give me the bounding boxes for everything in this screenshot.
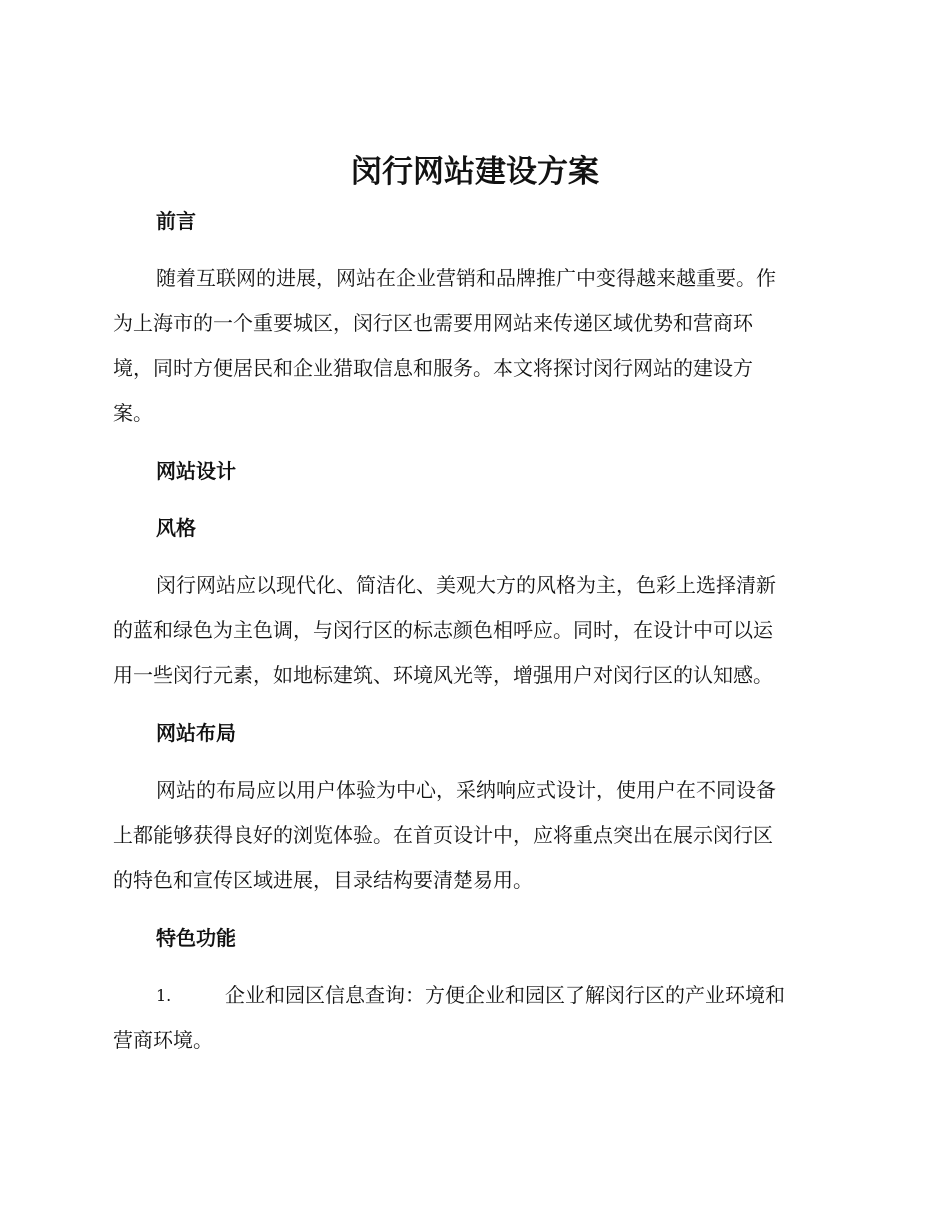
section-heading-style: 风格	[156, 516, 196, 540]
section-heading-layout: 网站布局	[156, 721, 236, 745]
layout-line-1: 网站的布局应以用户体验为中心，采纳响应式设计，使用户在不同设备	[156, 778, 776, 802]
intro-line-1: 随着互联网的进展，网站在企业营销和品牌推广中变得越来越重要。作	[156, 266, 776, 290]
section-heading-design: 网站设计	[156, 459, 236, 483]
section-heading-intro: 前言	[156, 209, 196, 233]
list-item-text-line-2: 营商环境。	[113, 1028, 213, 1052]
style-line-2: 的蓝和绿色为主色调，与闵行区的标志颜色相呼应。同时，在设计中可以运	[113, 618, 773, 642]
section-heading-features: 特色功能	[156, 926, 236, 950]
intro-line-2: 为上海市的一个重要城区，闵行区也需要用网站来传递区域优势和营商环	[113, 311, 753, 335]
list-item-number: 1.	[156, 986, 172, 1005]
intro-paragraph	[113, 256, 838, 436]
layout-line-3: 的特色和宣传区域进展，目录结构要清楚易用。	[113, 868, 533, 892]
intro-line-4: 案。	[113, 401, 153, 425]
layout-line-2: 上都能够获得良好的浏览体验。在首页设计中，应将重点突出在展示闵行区	[113, 823, 773, 847]
list-item-text-line-1: 企业和园区信息查询：方便企业和园区了解闵行区的产业环境和	[225, 983, 785, 1007]
document-title: 闵行网站建设方案	[351, 154, 599, 190]
style-line-3: 用一些闵行元素，如地标建筑、环境风光等，增强用户对闵行区的认知感。	[113, 663, 773, 687]
style-paragraph	[113, 563, 838, 698]
layout-paragraph	[113, 768, 838, 903]
list-item	[113, 973, 843, 1063]
intro-line-3: 境，同时方便居民和企业猎取信息和服务。本文将探讨闵行网站的建设方	[113, 356, 753, 380]
style-line-1: 闵行网站应以现代化、简洁化、美观大方的风格为主，色彩上选择清新	[156, 573, 776, 597]
